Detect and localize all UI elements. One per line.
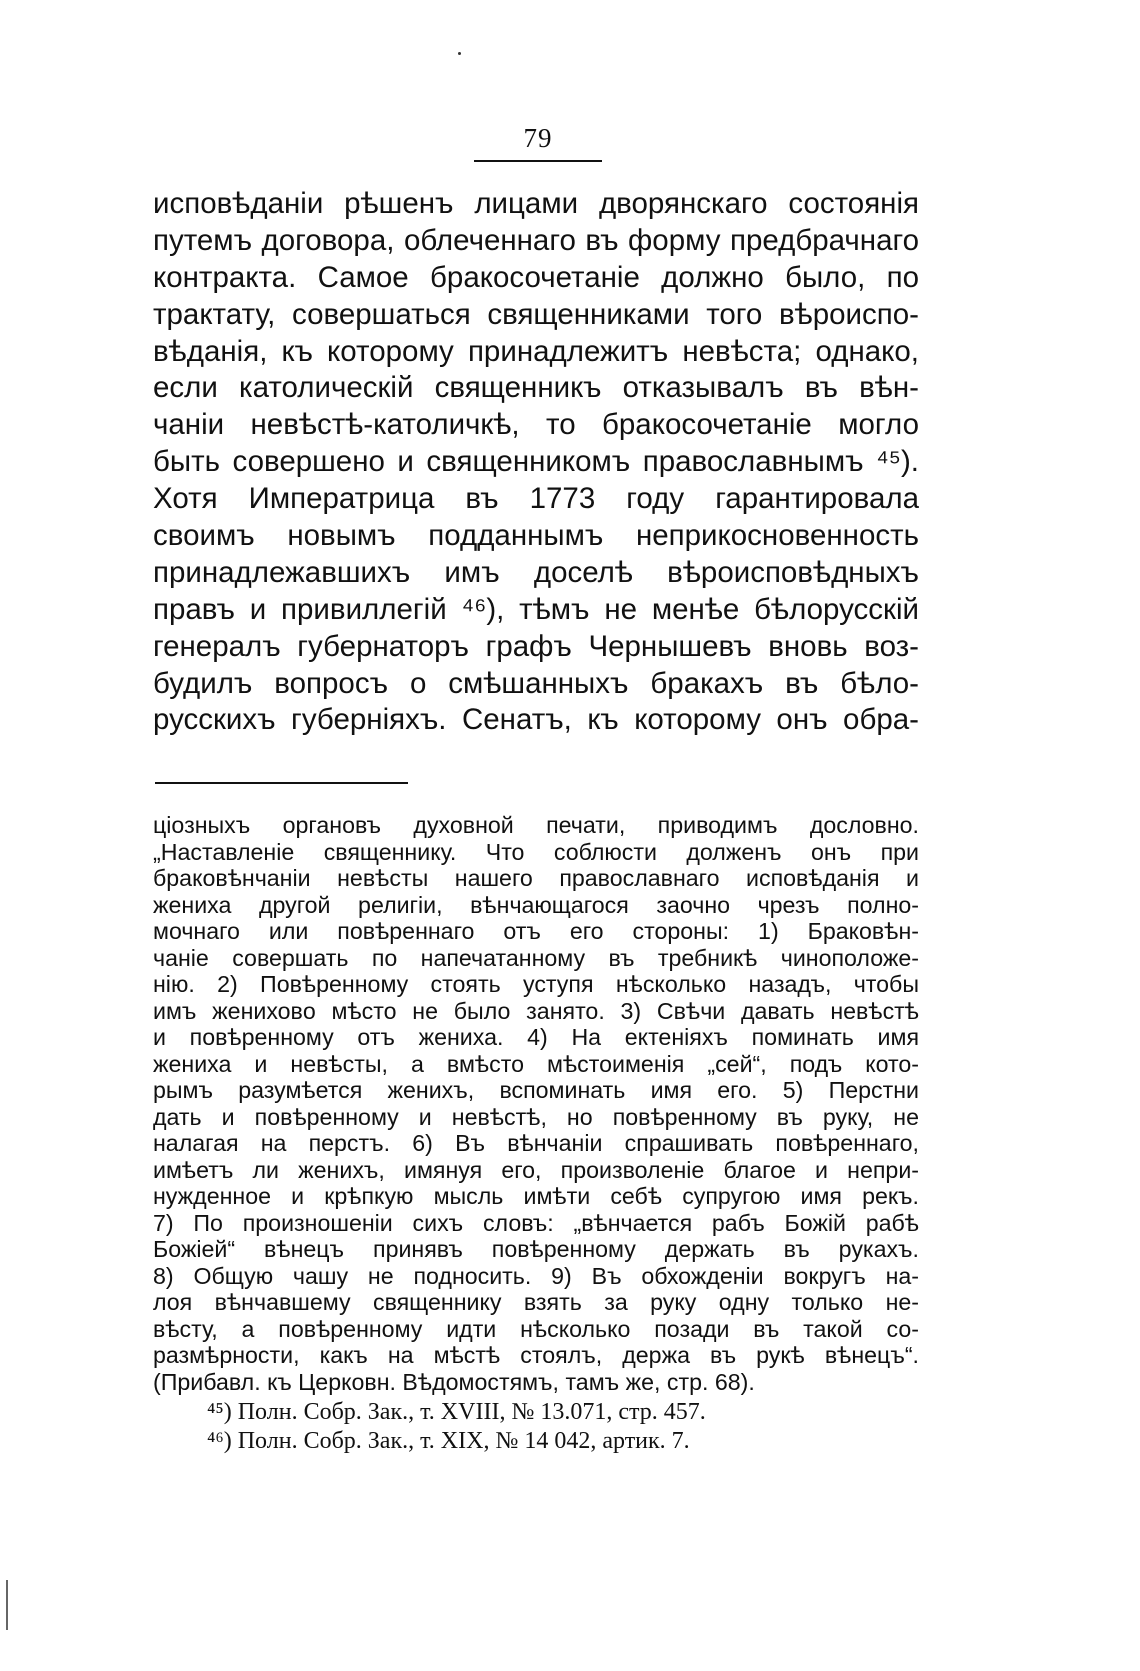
main-text-line: быть совершено и священникомъ православнымъ ⁴⁵). xyxy=(153,445,919,479)
scan-edge-mark xyxy=(6,1580,8,1630)
footnote-line: и повѣренному отъ жениха. 4) На ектенiяхъ поминать имя xyxy=(153,1024,919,1050)
main-text-line: чанiи невѣстѣ-католичкѣ, то бракосочетанiе могло xyxy=(153,408,919,442)
main-text-line: будилъ вопросъ о смѣшанныхъ бракахъ въ бѣло- xyxy=(153,666,919,700)
footnote-line: Божiей“ вѣнецъ принявъ повѣренному держать въ рукахъ. xyxy=(153,1236,919,1262)
footnote-line: имѣетъ ли женихъ, имянуя его, произволенiе благое и непри- xyxy=(153,1156,919,1183)
footnote-line: имъ жениховo мѣсто не было занято. 3) Свѣчи давать невѣстѣ xyxy=(153,997,919,1024)
footnote-line: жениха и невѣсты, а вмѣсто мѣстоименiя „сей“, подъ кото- xyxy=(153,1050,919,1077)
footnote-reference-45: ⁴⁵) Полн. Собр. Зак., т. XVIII, № 13.071, стр. 457. xyxy=(207,1399,706,1425)
main-text-line: вѣданiя, къ которому принадлежитъ невѣста; однако, xyxy=(153,334,919,368)
footnote-separator xyxy=(155,782,408,784)
main-text-line: если католическiй священникъ отказывалъ въ вѣн- xyxy=(153,371,919,405)
footnote-reference-46: ⁴⁶) Полн. Собр. Зак., т. XIX, № 14 042, артик. 7. xyxy=(207,1428,690,1454)
footnote-line: нiю. 2) Повѣренному стоять уступя нѣсколько назадъ, чтобы xyxy=(153,971,919,997)
main-text-line: своимъ новымъ подданнымъ неприкосновенность xyxy=(153,519,919,553)
footnote-line: 8) Общую чашу не подносить. 9) Въ обхожденiи вокругъ на- xyxy=(153,1262,919,1289)
main-text-line: принадлежавшихъ имъ доселѣ вѣроисповѣдныхъ xyxy=(153,555,919,589)
footnote-line: цiозныхъ органовъ духовной печати, приводимъ дословно. xyxy=(153,812,919,838)
main-text xyxy=(153,186,919,739)
footnote-line: чанiе совершать по напечатанному въ требникѣ чиноположе- xyxy=(153,944,919,971)
footnote-line: браковѣнчанiи невѣсты нашего православнаго исповѣданiя и xyxy=(153,865,919,891)
footnote-line: нужденное и крѣпкую мысль имѣти себѣ супругою имя рекъ. xyxy=(153,1183,919,1209)
footnote-references xyxy=(153,1398,919,1456)
footnote-line: размѣрности, какъ на мѣстѣ стоялъ, держа въ рукѣ вѣнецъ“. xyxy=(153,1342,919,1368)
page-number-rule xyxy=(474,160,602,162)
speck-mark xyxy=(458,52,461,55)
main-text-line: трактату, совершаться священниками того вѣроиспо- xyxy=(153,297,919,331)
page-number: 79 xyxy=(523,123,553,153)
footnote-line: 7) По произношенiи сихъ словъ: „вѣнчается рабъ Божiй рабѣ xyxy=(153,1209,919,1236)
main-text-line: русскихъ губернiяхъ. Сенатъ, къ которому онъ обра- xyxy=(153,703,919,737)
main-text-line: путемъ договора, облеченнаго въ форму предбрачнаго xyxy=(153,223,919,257)
main-text-line: генералъ губернаторъ графъ Чернышевъ вновь воз- xyxy=(153,629,919,663)
main-text-line: исповѣданiи рѣшенъ лицами дворянскаго состоянiя xyxy=(153,187,919,220)
main-text-line: правъ и привиллегiй ⁴⁶), тѣмъ не менѣе бѣлорусскiй xyxy=(153,592,919,626)
footnote-continuation xyxy=(153,812,919,1395)
footnote-line: мочнаго или повѣреннаго отъ его стороны: 1) Браковѣн- xyxy=(153,918,919,944)
main-text-line: контракта. Самое бракосочетанiе должно было, по xyxy=(153,260,919,294)
footnote-line: дать и повѣренному и невѣстѣ, но повѣренному въ руку, не xyxy=(153,1103,919,1130)
footnote-line: лоя вѣнчавшему священнику взять за руку одну только не- xyxy=(153,1289,919,1315)
main-text-line: Хотя Императрица въ 1773 году гарантировала xyxy=(153,482,919,516)
footnote-line: рымъ разумѣется женихъ, вспоминать имя его. 5) Перстни xyxy=(153,1077,919,1103)
footnote-line: налагая на перстъ. 6) Въ вѣнчанiи спрашивать повѣреннаго, xyxy=(153,1130,919,1156)
footnote-line: жениха другой религiи, вѣнчающагося заочно чрезъ полно- xyxy=(153,891,919,918)
footnote-line: „Наставленiе священнику. Что соблюсти долженъ онъ при xyxy=(153,838,919,865)
footnote-line: вѣсту, а повѣренному идти нѣсколько позади въ такой со- xyxy=(153,1315,919,1342)
footnote-line: (Прибавл. къ Церковн. Вѣдомостямъ, тамъ же, стр. 68). xyxy=(153,1368,755,1395)
